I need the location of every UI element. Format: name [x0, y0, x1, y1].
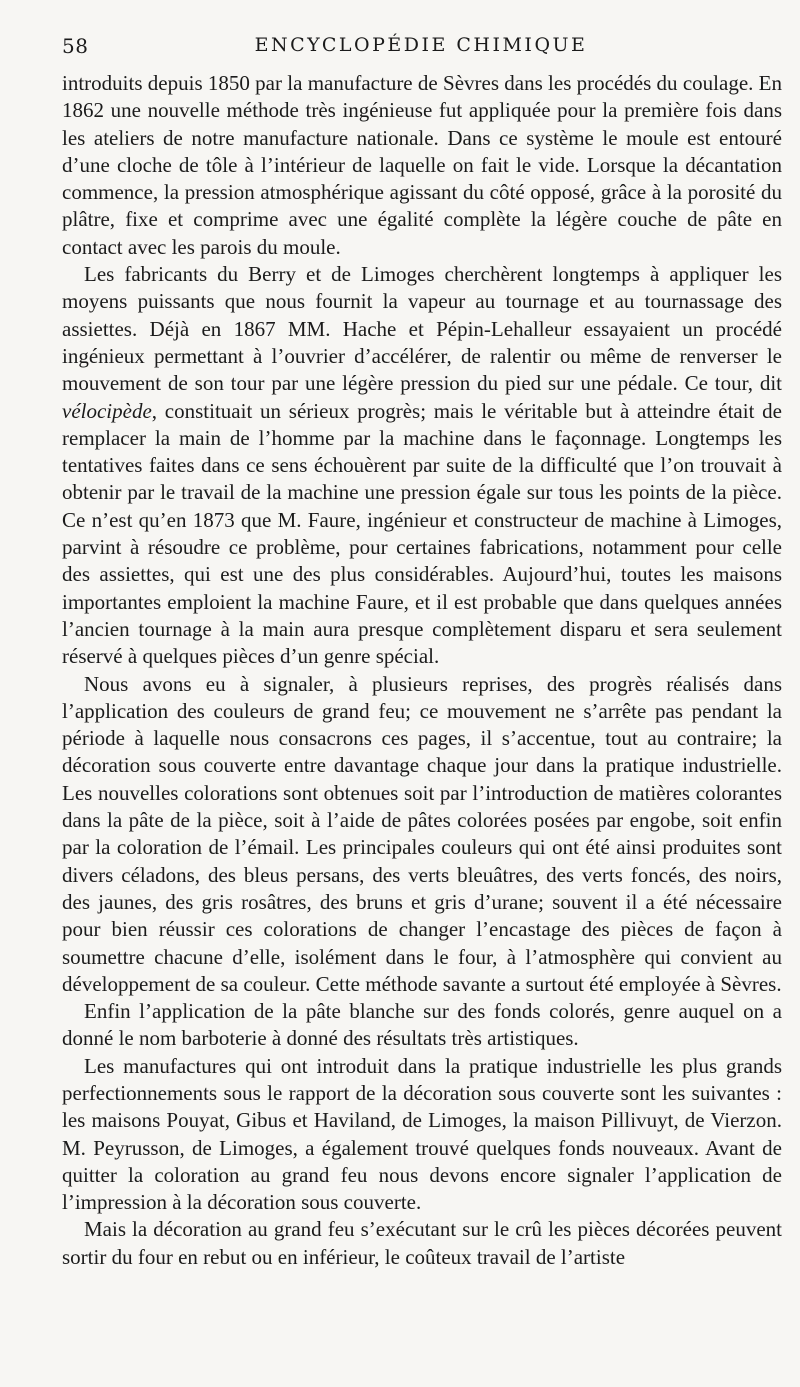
paragraph-1: introduits depuis 1850 par la manufacture de Sèvres dans les procédés du coulage. En 1862 une nouvelle méthode très ingénieuse fut appliquée pour la première fois dans les ateliers de notre manufacture nationale. Dans ce système le moule est entouré d’une cloche de tôle à l’intérieur de laquelle on fait le vide. Lorsque la décantation commence, la pression atmosphérique agissant du côté opposé, grâce à la porosité du plâtre, fixe et comprime avec une égalité complète la légère couche de pâte en contact avec les parois du moule. — [62, 71, 782, 259]
page-number: 58 — [62, 34, 89, 58]
running-title: ENCYCLOPÉDIE CHIMIQUE — [254, 34, 588, 56]
paragraph-5: Les manufactures qui ont introduit dans la pratique industrielle les plus grands perfectionnements sous le rapport de la décoration sous couverte sont les suivantes : les maisons Pouyat, Gibus et Haviland, de Limoges, la maison Pillivuyt, de Vierzon. M. Peyrusson, de Limoges, a également trouvé quelques fonds nouveaux. Avant de quitter la coloration au grand feu nous devons encore signaler l’application de l’impression à la décoration sous couverte. — [62, 1053, 782, 1215]
paragraph-2 — [62, 261, 782, 670]
paragraph-4: Enfin l’application de la pâte blanche sur des fonds colorés, genre auquel on a donné le nom barboterie à donné des résultats très artistiques. — [62, 999, 782, 1051]
paragraph-6: Mais la décoration au grand feu s’exécutant sur le crû les pièces décorées peuvent sortir du four en rebut ou en inférieur, le coûteux travail de l’artiste — [62, 1217, 782, 1269]
page-header — [62, 34, 760, 62]
paragraph-2-part-2: , constituait un sérieux progrès; mais le véritable but à atteindre était de remplacer la main de l’homme par la machine dans le façonnage. Longtemps les tentatives faites dans ce sens échouèrent par suite de la difficulté que l’on trouvait à obtenir par le travail de la machine une pression égale sur tous les points de la pièce. Ce n’est qu’en 1873 que M. Faure, ingénieur et constructeur de machine à Limoges, parvint à résoudre ce problème, pour certaines fabrications, notamment pour celle des assiettes, qui est une des plus considérables. Aujourd’hui, toutes les maisons importantes emploient la machine Faure, et il est probable que dans quelques années l’ancien tournage à la main aura presque complètement disparu et sera seulement réservé à quelques pièces d’un genre spécial. — [62, 398, 782, 669]
paragraph-3: Nous avons eu à signaler, à plusieurs reprises, des progrès réalisés dans l’application des couleurs de grand feu; ce mouvement ne s’arrête pas pendant la période à laquelle nous consacrons ces pages, il s’accentue, tout au contraire; la décoration sous couverte entre davantage chaque jour dans la pratique industrielle. Les nouvelles colorations sont obtenues soit par l’introduction de matières colorantes dans la pâte de la pièce, soit à l’aide de pâtes colorées posées par engobe, soit enfin par la coloration de l’émail. Les principales couleurs qui ont été ainsi produites sont divers céladons, des bleus persans, des verts bleuâtres, des verts foncés, des noirs, des jaunes, des gris rosâtres, des bruns et gris d’urane; souvent il a été nécessaire pour bien réussir ces colorations de changer l’encastage des pièces de façon à soumettre chacune d’elle, isolément dans le four, à l’atmosphère qui convient au développement de sa couleur. Cette méthode savante a surtout été employée à Sèvres. — [62, 671, 782, 996]
body-text — [62, 70, 782, 1271]
italic-term-velocipede: vélocipède — [62, 398, 152, 423]
paragraph-2-part-1: Les fabricants du Berry et de Limoges cherchèrent longtemps à appliquer les moyens puissants que nous fournit la vapeur au tournage et au tournassage des assiettes. Déjà en 1867 MM. Hache et Pépin-Lehalleur essayaient un procédé ingénieux permettant à l’ouvrier d’accélérer, de ralentir ou même de renverser le mouvement de son tour par une légère pression du pied sur une pédale. Ce tour, dit — [62, 262, 782, 396]
